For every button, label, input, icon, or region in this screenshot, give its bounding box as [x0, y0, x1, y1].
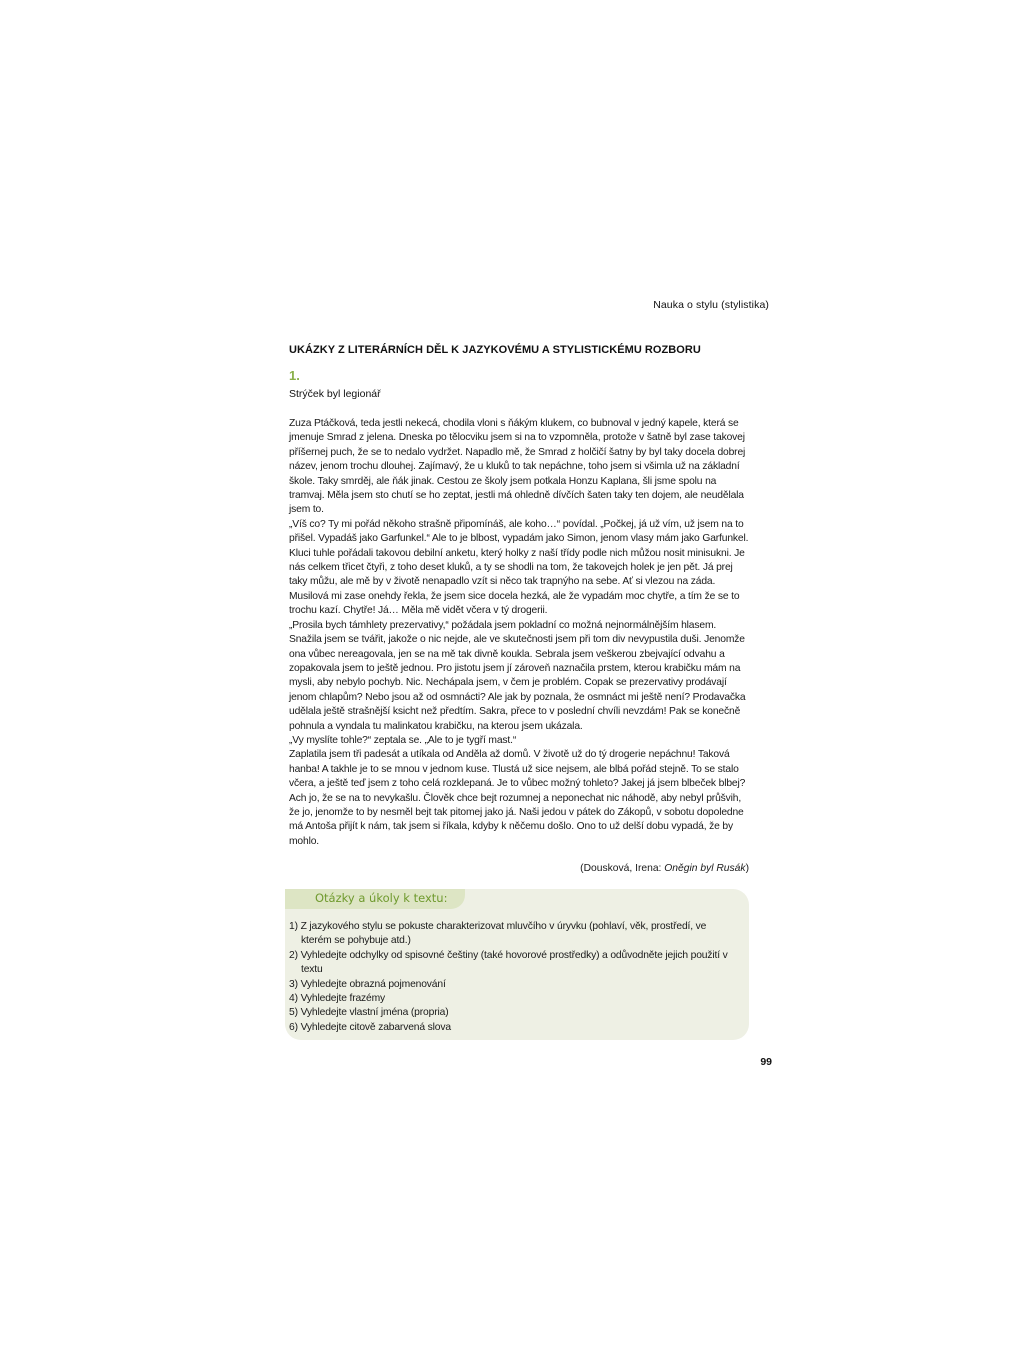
excerpt-paragraph: Zaplatila jsem tři padesát a utíkala od Anděla až domů. V životě už do tý drogerie nepáchnu! Taková hanba! A takhle je to se mnou v jednom kuse. Tlustá už sice nejsem, ale blbá pořád stejně. To se stalo včera, a ještě teď jsem z toho celá rozklepaná. Je to vůbec možný tohleto? Jakej já jsem blbeček blbej? Ach jo, že se na to nevykašlu. Člověk chce bejt rozumnej a neponechat nic náhodě, aby nebyl průšvih, že jo, jenomže to by nesměl bejt tak pitomej jako já. Naši jedou v pátek do Zákopů, v sobotu dopoledne má Antoša přijít k nám, tak jsem si říkala, kdyby k něčemu došlo. Ono to už delší dobu vypadá, že by mohlo.: [289, 749, 746, 847]
page-number: 99: [760, 1056, 772, 1068]
task-item: 3) Vyhledejte obrazná pojmenování: [289, 978, 446, 990]
task-item: 6) Vyhledejte citově zabarvená slova: [289, 1021, 451, 1033]
tasks-heading: Otázky a úkoly k textu:: [315, 891, 448, 905]
source-citation: [580, 863, 749, 874]
excerpt-body: [289, 417, 751, 849]
tasks-list: [289, 920, 739, 1035]
source-prefix: (Dousková, Irena:: [580, 863, 665, 874]
task-item: 4) Vyhledejte frazémy: [289, 993, 386, 1005]
task-item: 2) Vyhledejte odchylky od spisovné češtiny (také hovorové prostředky) a odůvodněte jejich použití v textu: [289, 949, 728, 976]
section-title: UKÁZKY Z LITERÁRNÍCH DĚL K JAZYKOVÉMU A STYLISTICKÉMU ROZBORU: [289, 344, 701, 356]
excerpt-paragraph: „Víš co? Ty mi pořád někoho strašně připomínáš, ale koho…“ povídal. „Počkej, já už vím, už jsem na to přišel. Vypadáš jako Garfunkel.“ Ale to je blbost, vypadám jako Simon, jenom vlasy mám jako Garfunkel.: [289, 518, 749, 545]
source-work-title: Oněgin byl Rusák: [664, 863, 746, 874]
excerpt-title: Strýček byl legionář: [289, 388, 381, 400]
excerpt-paragraph: „Vy myslíte tohle?“ zeptala se. „Ale to je tygří mast.“: [289, 734, 517, 746]
source-suffix: ): [745, 863, 749, 874]
example-number: 1.: [289, 368, 300, 383]
running-head: Nauka o stylu (stylistika): [653, 299, 769, 311]
task-item: 5) Vyhledejte vlastní jména (propria): [289, 1007, 449, 1019]
excerpt-paragraph: „Prosila bych támhlety prezervativy,“ požádala jsem pokladní co možná nejnormálnějším hlasem. Snažila jsem se tvářit, jakože o nic nejde, ale ve skutečnosti jsem při tom div nevypustila duši. Jenomže ona vůbec nereagovala, jen se na mě tak divně koukla. Sebrala jsem veškerou zbejvající odvahu a zopakovala jsem to ještě jednou. Pro jistotu jsem jí zároveň naznačila prstem, kterou krabičku mám na mysli, aby nebylo pochyb. Nic. Nechápala jsem, v čem je problém. Copak se prezervativy prodávají jenom chlapům? Nebo jsou až od osmnácti? Ale jak by poznala, že osmnáct mi ještě není? Prodavačka udělala ještě strašnější ksicht než předtím. Sakra, přece to v poslední chvíli nevzdám! Pak se konečně pohnula a vyndala tu malinkatou krabičku, na kterou jsem ukázala.: [289, 619, 746, 732]
excerpt-paragraph: Zuza Ptáčková, teda jestli nekecá, chodila vloni s ňákým klukem, co bubnoval v jedný kapele, která se jmenuje Smrad z jelena. Dneska po tělocviku jsem si na to vzpomněla, protože v šatně byl zase takovej příšernej puch, že se to nedalo vydržet. Napadlo mě, že Smrad z holčičí šatny by byl taky docela dobrej název, jenom trochu dlouhej. Zajímavý, že u kluků to tak nepáchne, toho jsem si všimla už na základní škole. Taky smrděj, ale ňák jinak. Cestou ze školy jsem potkala Honzu Kaplana, šli jsme spolu na tramvaj. Měla jsem sto chutí se ho zeptat, jestli má ohledně dívčích šaten taky ten dojem, ale neudělala jsem to.: [289, 418, 746, 516]
excerpt-paragraph: Kluci tuhle pořádali takovou debilní anketu, který holky z naší třídy podle nich můžou nosit minisukni. Je nás celkem třicet čtyři, z toho deset kluků, a ty se shodli na tom, že takovejch holek je jen pět. Já prej taky můžu, ale mě by v životě nenapadlo vzít si něco tak trapnýho na sebe. Ať si vlezou na záda. Musilová mi zase onehdy řekla, že jsem sice docela hezká, ale že vypadám moc chytře, a tím že se to trochu kazí. Chytře! Já… Měla mě vidět včera v tý drogerii.: [289, 547, 745, 617]
task-item: 1) Z jazykového stylu se pokuste charakterizovat mluvčího v úryvku (pohlaví, věk, prostředí, ve kterém se pohybuje atd.): [289, 921, 707, 947]
